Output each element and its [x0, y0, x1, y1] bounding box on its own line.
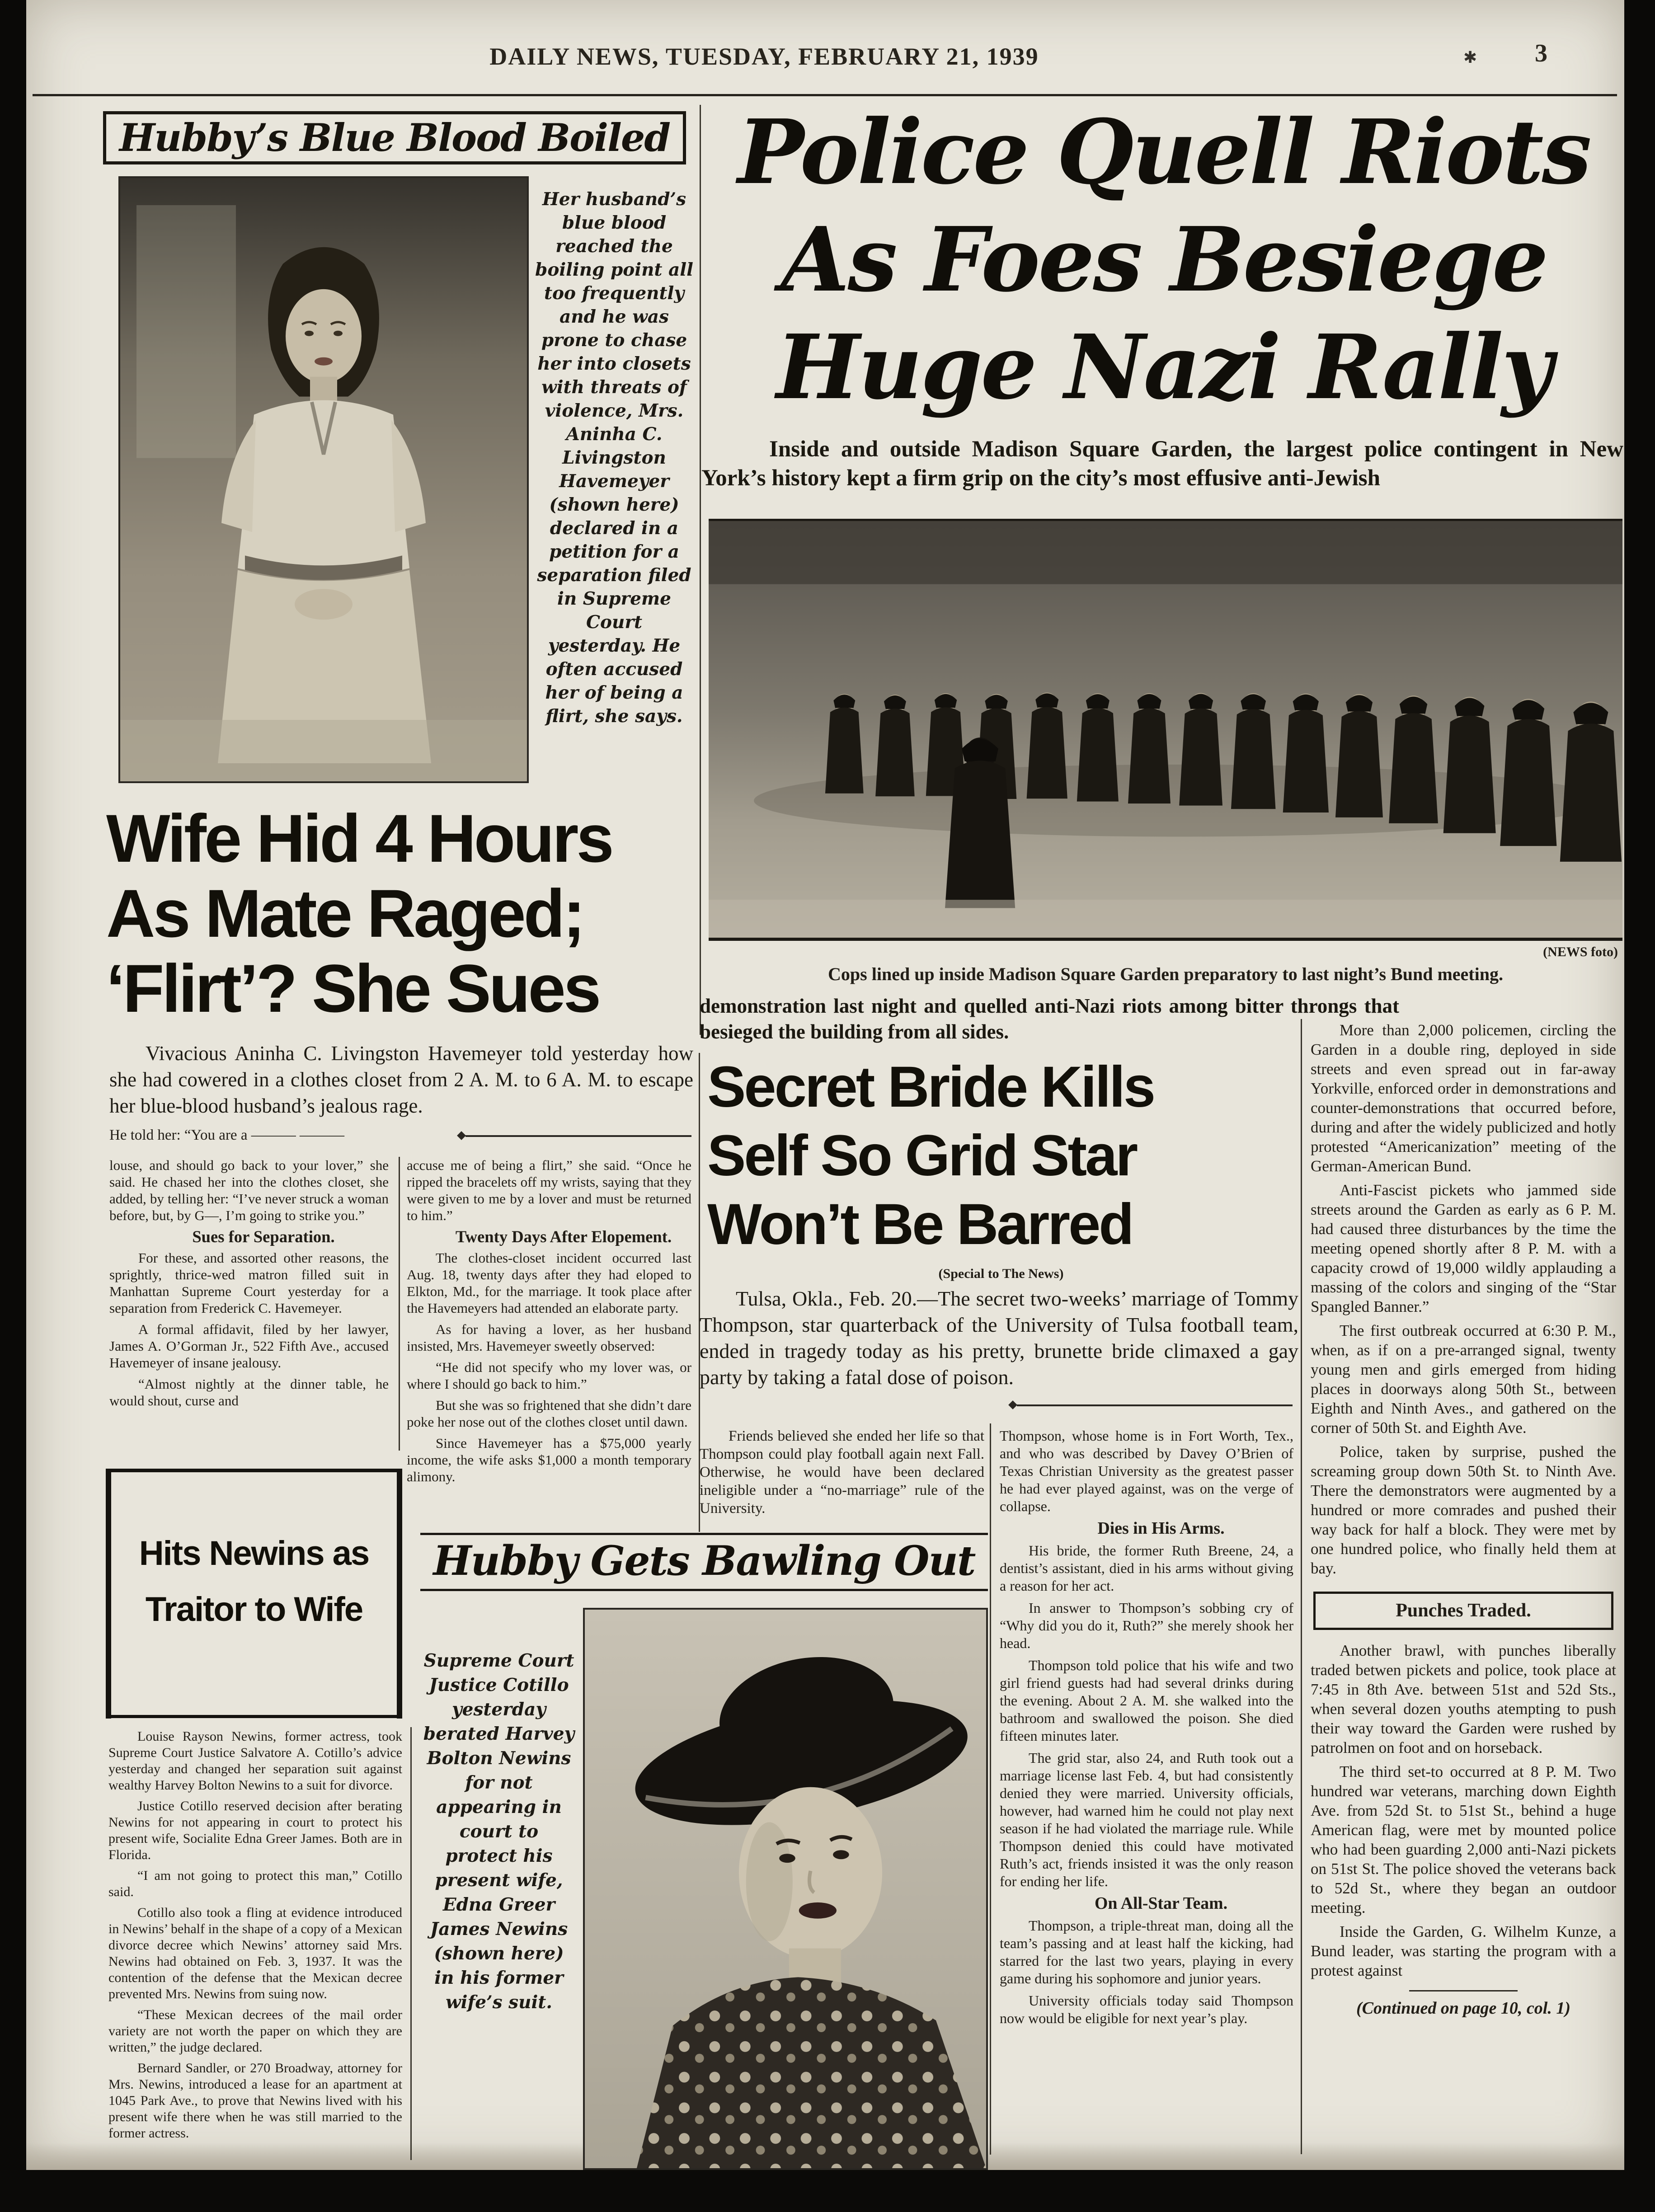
dies-subhead: Dies in His Arms.	[1097, 1519, 1225, 1538]
bride-headline	[707, 1053, 1295, 1259]
punches-subhead-box: Punches Traded.	[1313, 1592, 1613, 1630]
wife-column-left	[109, 1157, 389, 1414]
diamond-rule	[1017, 1404, 1293, 1406]
diamond-rule	[465, 1135, 691, 1137]
masthead-dateline: DAILY NEWS, TUESDAY, FEBRUARY 21, 1939	[489, 43, 1039, 70]
paragraph: Inside the Garden, G. Wilhelm Kunze, a Bund leader, was starting the program with a protest against	[1311, 1923, 1616, 1979]
paragraph: Police, taken by surprise, pushed the screaming group down 50th St. to Ninth Ave. There the demonstrators were augmented by a hundred or more comrades and pushed their way back for half a block. They were met by one hundred police, who finally held them at bay.	[1311, 1443, 1616, 1577]
column-rule	[410, 1727, 412, 2160]
paragraph: “I am not going to protect this man,” Cotillo said.	[108, 1868, 402, 1899]
bride-lead-paragraph: Tulsa, Okla., Feb. 20.—The secret two-weeks’ marriage of Tommy Thompson, star quarterback of the University of Tulsa football team, ended in tragedy today as his pretty, brunette bride climaxed a gay party by taking a fatal dose of poison.	[700, 1287, 1298, 1389]
allstar-subhead: On All-Star Team.	[1094, 1894, 1228, 1913]
nazi-headline-line: Police Quell Riots	[737, 100, 1590, 204]
newins-wife-photo-caption: Supreme Court Justice Cotillo yesterday berated Harvey Bolton Newins for not appearing in court to protect his present wife, Edna Greer James Newins (shown here) in his former wife’s suit.	[423, 1650, 575, 2013]
paragraph: “He did not specify who my lover was, or where I should go back to him.”	[407, 1359, 691, 1392]
newins-rule	[106, 1715, 402, 1718]
scan-edge-right	[1624, 0, 1655, 2212]
paragraph: Friends believed she ended her life so that Thompson could play football again next Fall. Otherwise, he would have been declared ineligible under a “no-marriage” rule of the University.	[700, 1428, 984, 1517]
paragraph: “These Mexican decrees of the mail order variety are not worth the paper on which they are written,” the judge declared.	[108, 2007, 402, 2055]
police-photo-image	[709, 521, 1622, 938]
nazi-deck-continuation: demonstration last night and quelled anti-Nazi riots among bitter throngs that besieged the building from all sides.	[700, 995, 1399, 1043]
continued-note: (Continued on page 10, col. 1)	[1356, 1999, 1570, 2018]
paragraph: The grid star, also 24, and Ruth took out a marriage license last Feb. 4, but had consistently denied they were married. University officials, however, had warned him he could not play next season if he had violated the marriage rule. While Thompson denied this could have motivated Ruth’s act, friends insisted it was the only reason for ending her life.	[1000, 1750, 1293, 1889]
paragraph: For these, and assorted other reasons, the sprightly, thrice-wed matron filled suit in Manhattan Supreme Court yesterday for a separation from Frederick C. Havemeyer.	[109, 1250, 389, 1316]
wife-headline-line: ‘Flirt’? She Sues	[106, 950, 599, 1026]
police-photo-caption: Cops lined up inside Madison Square Garden preparatory to last night’s Bund meeting.	[828, 964, 1503, 984]
nazi-headline-line: As Foes Besiege	[780, 208, 1547, 312]
bawling-rule-bottom	[420, 1589, 988, 1591]
paragraph: His bride, the former Ruth Breene, 24, a dentist’s assistant, died in his arms without giving a reason for her act.	[1000, 1542, 1293, 1594]
paragraph: Another brawl, with punches liberally traded betwen pickets and police, took place at 7:45 in 8th Ave. between 51st and 52d Sts., when several dozen youths atempting to push their way toward the Garden were rushed by patrolmen on foot and on horseback.	[1311, 1642, 1616, 1756]
paragraph: accuse me of being a flirt,” she said. “Once he ripped the bracelets off my wrists, saying that they were given to me by a lover and must be returned to him.”	[407, 1157, 691, 1223]
havemeyer-photo-image	[120, 178, 527, 781]
scan-edge-bottom	[0, 2170, 1655, 2212]
newins-headline-box	[106, 1469, 402, 1719]
paragraph: Louise Rayson Newins, former actress, took Supreme Court Justice Salvatore A. Cotillo’s advice yesterday and changed her separation suit against wealthy Harvey Bolton Newins to a suit for divorce.	[108, 1729, 402, 1793]
bride-credit-line: (Special to The News)	[938, 1266, 1064, 1281]
bride-headline-line: Self So Grid Star	[707, 1123, 1137, 1188]
column-rule	[990, 1423, 991, 2155]
newins-wife-photo-image	[585, 1610, 986, 2168]
page-number: 3	[1535, 39, 1547, 67]
havemeyer-photo	[118, 176, 529, 783]
paragraph: louse, and should go back to your lover,” she said. He chased her into the clothes closet, she added, by telling her: “I’ve never struck a woman before, but, by G—, I’m going to strike you.”	[109, 1157, 389, 1223]
sues-subhead: Sues for Separation.	[192, 1227, 335, 1246]
paragraph: Cotillo also took a fling at evidence introduced in Newins’ behalf in the shape of a copy of a Mexican divorce decree which Newins’ attorney said Mrs. Newins had obtained on Feb. 3, 1937. It was the contention of the defense that the Mexican decree prevented Mrs. Newins from suing now.	[108, 1905, 402, 2001]
nazi-deck: Inside and outside Madison Square Garden, the largest police contingent in New York’s history kept a firm grip on the city’s most effusive anti-Jewish	[701, 437, 1623, 491]
paragraph: The clothes-closet incident occurred last Aug. 18, twenty days after they had eloped to Elkton, Md., for the marriage. It took place after the Havemeyers had attended an elaborate party.	[407, 1250, 691, 1316]
paragraph: The third set-to occurred at 8 P. M. Two hundred war veterans, marching down Eighth Ave. from 52d St. to 51st St., behind a huge American flag, were met by mounted police who had been guarding 2,000 anti-Nazi pickets on 51st St. The police shoved the veterans back to 52d St., where they began an outdoor meeting.	[1311, 1763, 1616, 1916]
nazi-headline	[705, 99, 1622, 421]
paragraph: Thompson, a triple-threat man, doing all the team’s passing and at least half the kicking, had starred for the last two years, playing in every game during his sophomore and junior years.	[1000, 1917, 1293, 1987]
column-rule	[1301, 1019, 1302, 2154]
wife-lead-paragraph: Vivacious Aninha C. Livingston Havemeyer told yesterday how she had cowered in a clothes closet from 2 A. M. to 6 A. M. to escape her blue-blood husband’s jealous rage.	[109, 1042, 693, 1117]
newins-headline-line: Traitor to Wife	[145, 1590, 363, 1629]
newins-headline-line: Hits Newins as	[139, 1534, 369, 1573]
wife-column-right	[407, 1157, 691, 1489]
column-rule	[700, 105, 701, 1035]
paragraph: But she was so frightened that she didn’t dare poke her nose out of the clothes closet until dawn.	[407, 1397, 691, 1430]
paragraph: University officials today said Thompson now would be eligible for next year’s play.	[1000, 1992, 1293, 2026]
bawling-headline: Hubby Gets Bawling Out	[433, 1537, 975, 1585]
bride-headline-line: Secret Bride Kills	[707, 1055, 1154, 1119]
wife-bridge-line: He told her: “You are a ——— ———	[109, 1127, 344, 1143]
wife-headline-line: Wife Hid 4 Hours	[106, 800, 612, 876]
paragraph: Since Havemeyer has a $75,000 yearly income, the wife asks $1,000 a month temporary alimony.	[407, 1435, 691, 1484]
newins-wife-photo	[583, 1608, 988, 2170]
paragraph: In answer to Thompson’s sobbing cry of “Why did you do it, Ruth?” she merely shook her head.	[1000, 1600, 1293, 1651]
paragraph: Bernard Sandler, or 270 Broadway, attorney for Mrs. Newins, introduced a lease for an apartment at 1045 Park Ave., to prove that Newins lived with his present wife there when he was still married to the former actress.	[108, 2061, 402, 2141]
end-rule	[1409, 1990, 1518, 1991]
masthead-rule	[33, 94, 1617, 96]
photo-credit: (NEWS foto)	[1543, 944, 1618, 959]
bride-column-right	[1000, 1427, 1293, 2032]
nazi-headline-line: Huge Nazi Rally	[776, 315, 1552, 419]
scan-edge-left	[0, 0, 26, 2212]
paragraph: More than 2,000 policemen, circling the Garden in a double ring, deployed in side streets and even spread out in far-away Yorkville, enforced order in demonstrations and counter-demonstrations that occurred before, during and after the widely publicized and hotly protested “Americanization” meeting of the German-American Bund.	[1311, 1021, 1616, 1175]
paragraph: Justice Cotillo reserved decision after berating Newins for not appearing in court to protect his present wife, Socialite Edna Greer James. Both are in Florida.	[108, 1799, 402, 1862]
paragraph: A formal affidavit, filed by her lawyer, James A. O’Gorman Jr., 522 Fifth Ave., accused Havemeyer of insane jealousy.	[109, 1321, 389, 1371]
havemeyer-photo-caption: Her husband’s blue blood reached the boiling point all too frequently and he was prone to chase her into closets with threats of violence, Mrs. Aninha C. Livingston Havemeyer (shown here) declared in a petition for a separation filed in Supreme Court yesterday. He often accused her of being a flirt, she says.	[535, 189, 693, 727]
paragraph: The first outbreak occurred at 6:30 P. M., when, as if on a pre-arranged signal, twenty young men and girls emerged from hiding places in doorways along 50th St., between Eighth and Ninth Aves., and gathered on the corner of 50th St. and Eighth Ave.	[1311, 1322, 1616, 1437]
column-rule	[399, 1157, 400, 1451]
paragraph: As for having a lover, as her husband insisted, Mrs. Havemeyer sweetly observed:	[407, 1321, 691, 1354]
bawling-rule-top	[420, 1533, 988, 1535]
elopement-subhead: Twenty Days After Elopement.	[455, 1227, 672, 1246]
paragraph: Thompson, whose home is in Fort Worth, Tex., and who was described by Davey O’Brien of Texas Christian University as the greatest passer he had ever played against, was on the verge of collapse.	[1000, 1428, 1293, 1514]
police-photo	[709, 519, 1622, 941]
star-icon: ✱	[1463, 48, 1477, 66]
wife-headline-line: As Mate Raged;	[106, 875, 583, 951]
newins-article	[108, 1728, 402, 2146]
paragraph: “Almost nightly at the dinner table, he would shout, curse and	[109, 1376, 389, 1409]
paragraph: Thompson told police that his wife and two girl friend guests had had several drinks during the evening. About 2 A. M. she walked into the bathroom and swallowed the poison. She died fifteen minutes later.	[1000, 1657, 1293, 1744]
wife-headline	[106, 801, 696, 1026]
bride-column-left	[700, 1427, 984, 1522]
kicker-box	[103, 111, 686, 164]
kicker-headline: Hubby’s Blue Blood Boiled	[119, 115, 670, 160]
nazi-article-column	[1311, 1020, 1616, 2018]
bride-headline-line: Won’t Be Barred	[707, 1192, 1133, 1257]
paragraph: Anti-Fascist pickets who jammed side streets around the Garden as early as 6 P. M. had caused three disturbances by the time the meeting opened shortly after 8 P. M. with a capacity crowd of 19,000 wildly applauding a massing of the colors and singing of the “Star Spangled Banner.”	[1311, 1181, 1616, 1315]
